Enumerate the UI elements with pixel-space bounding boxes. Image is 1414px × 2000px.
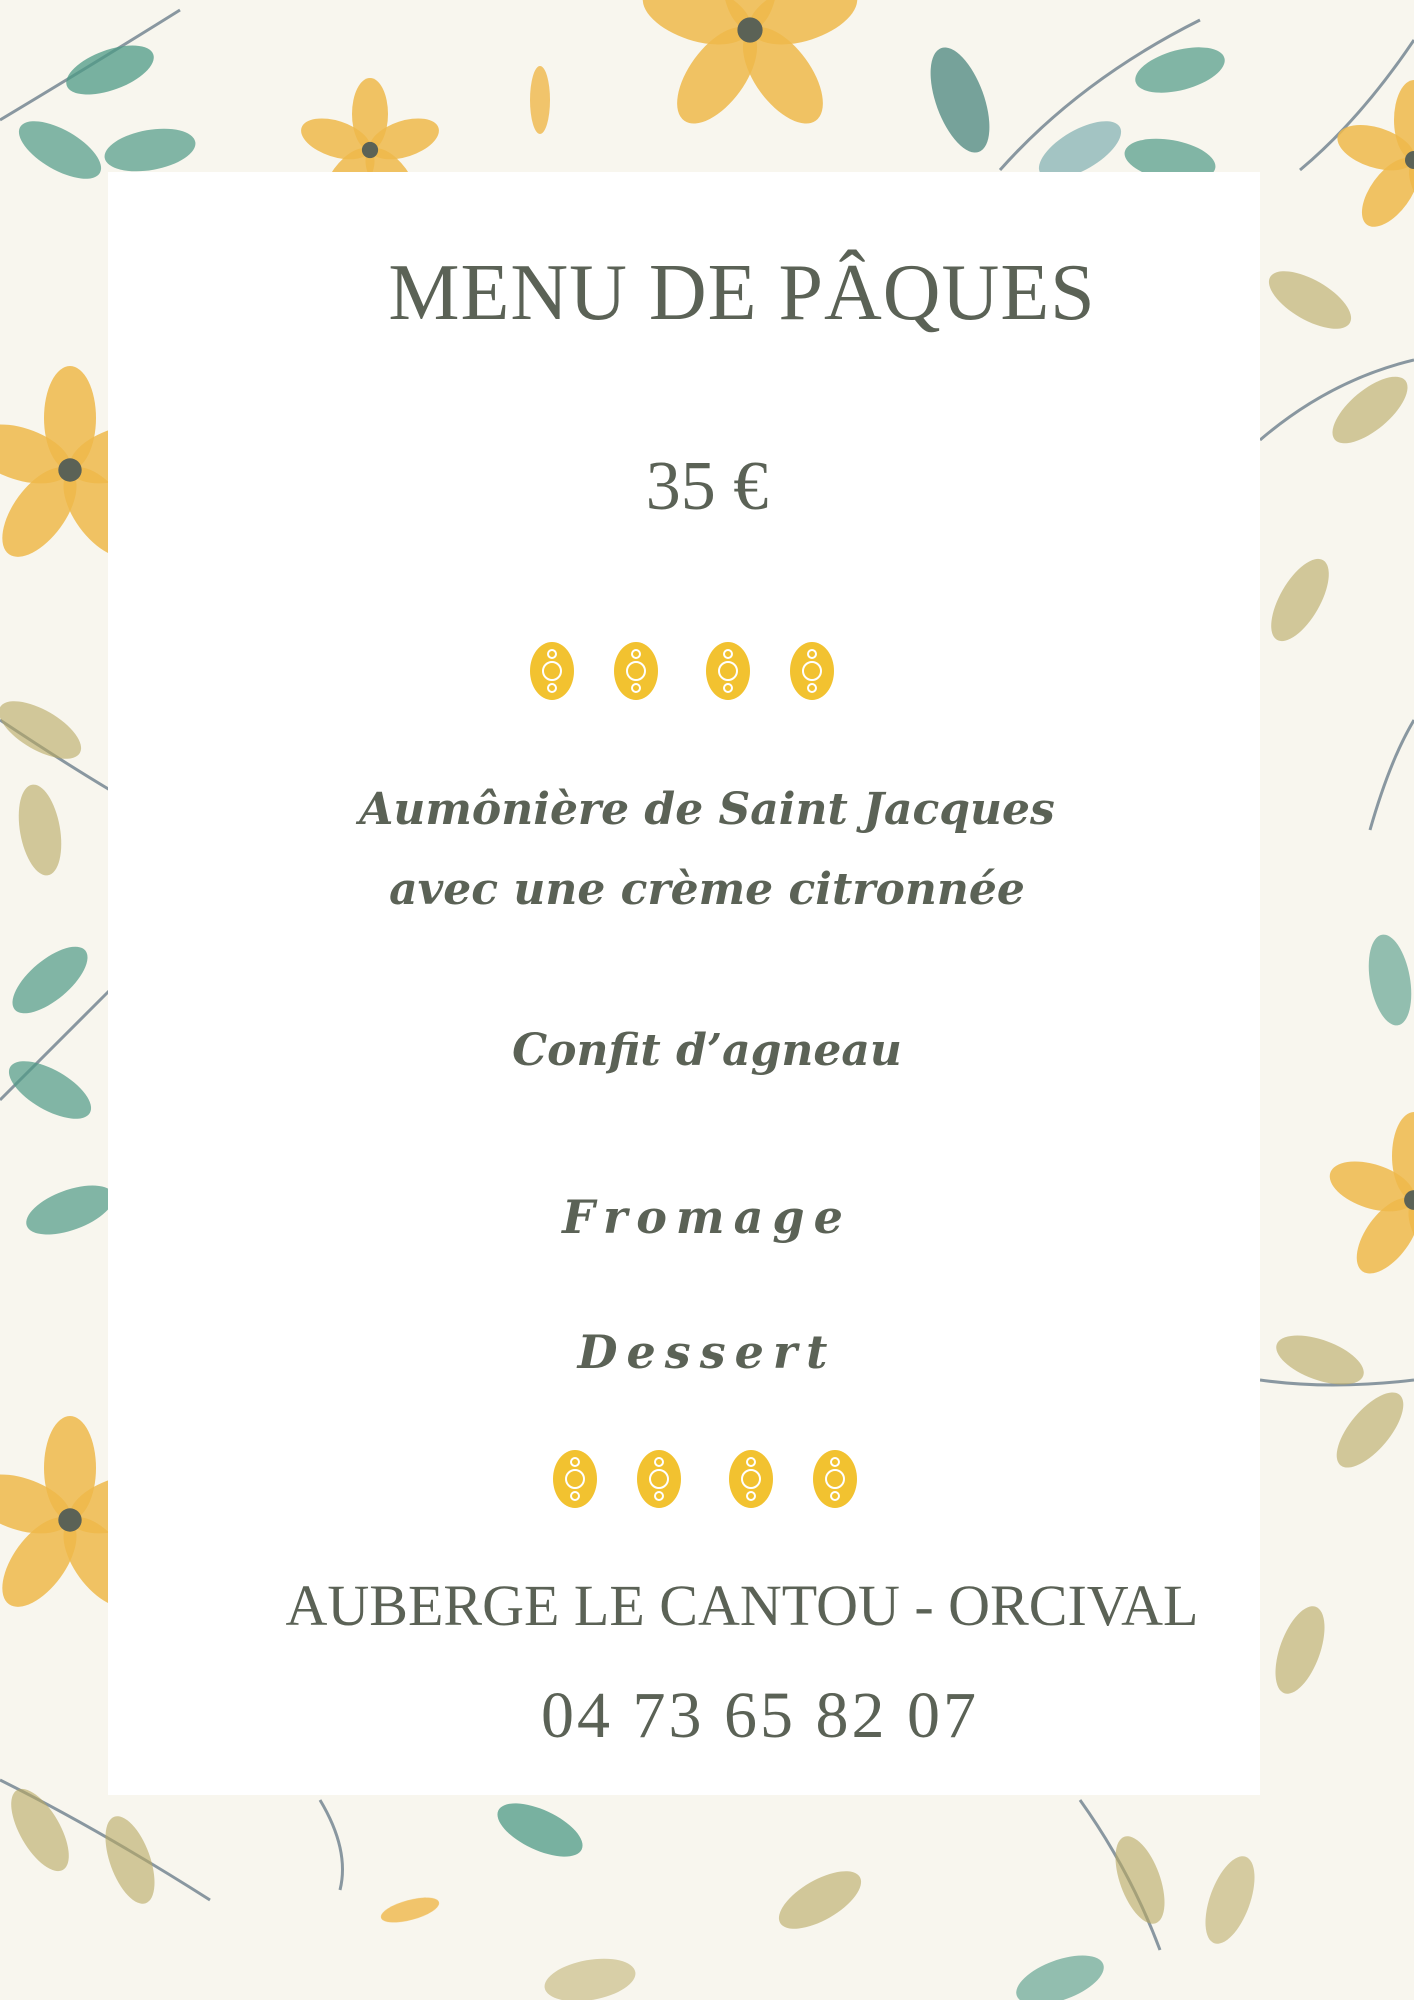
easter-egg-icon	[729, 1450, 773, 1508]
dish-starter-line1: Aumônière de Saint Jacques	[359, 784, 1055, 835]
dish-dessert: Dessert	[577, 1325, 837, 1379]
easter-egg-icon	[813, 1450, 857, 1508]
dish-starter-line2: avec une crème citronnée	[389, 864, 1025, 915]
easter-eggs-bottom	[553, 1448, 863, 1510]
phone-number: 04 73 65 82 07	[541, 1679, 979, 1752]
easter-egg-icon	[530, 642, 574, 700]
dish-main: Confit d’agneau	[512, 1025, 902, 1076]
easter-egg-icon	[637, 1450, 681, 1508]
restaurant-name: AUBERGE LE CANTOU - ORCIVAL	[285, 1573, 1199, 1638]
dish-cheese: Fromage	[562, 1190, 852, 1244]
menu-price: 35 €	[645, 448, 769, 525]
menu-title: MENU DE PÂQUES	[388, 249, 1096, 337]
easter-egg-icon	[706, 642, 750, 700]
easter-egg-icon	[614, 642, 658, 700]
easter-eggs-top	[530, 640, 840, 702]
easter-egg-icon	[790, 642, 834, 700]
easter-egg-icon	[553, 1450, 597, 1508]
menu-card	[108, 172, 1260, 1795]
dish-starter	[0, 770, 1414, 930]
